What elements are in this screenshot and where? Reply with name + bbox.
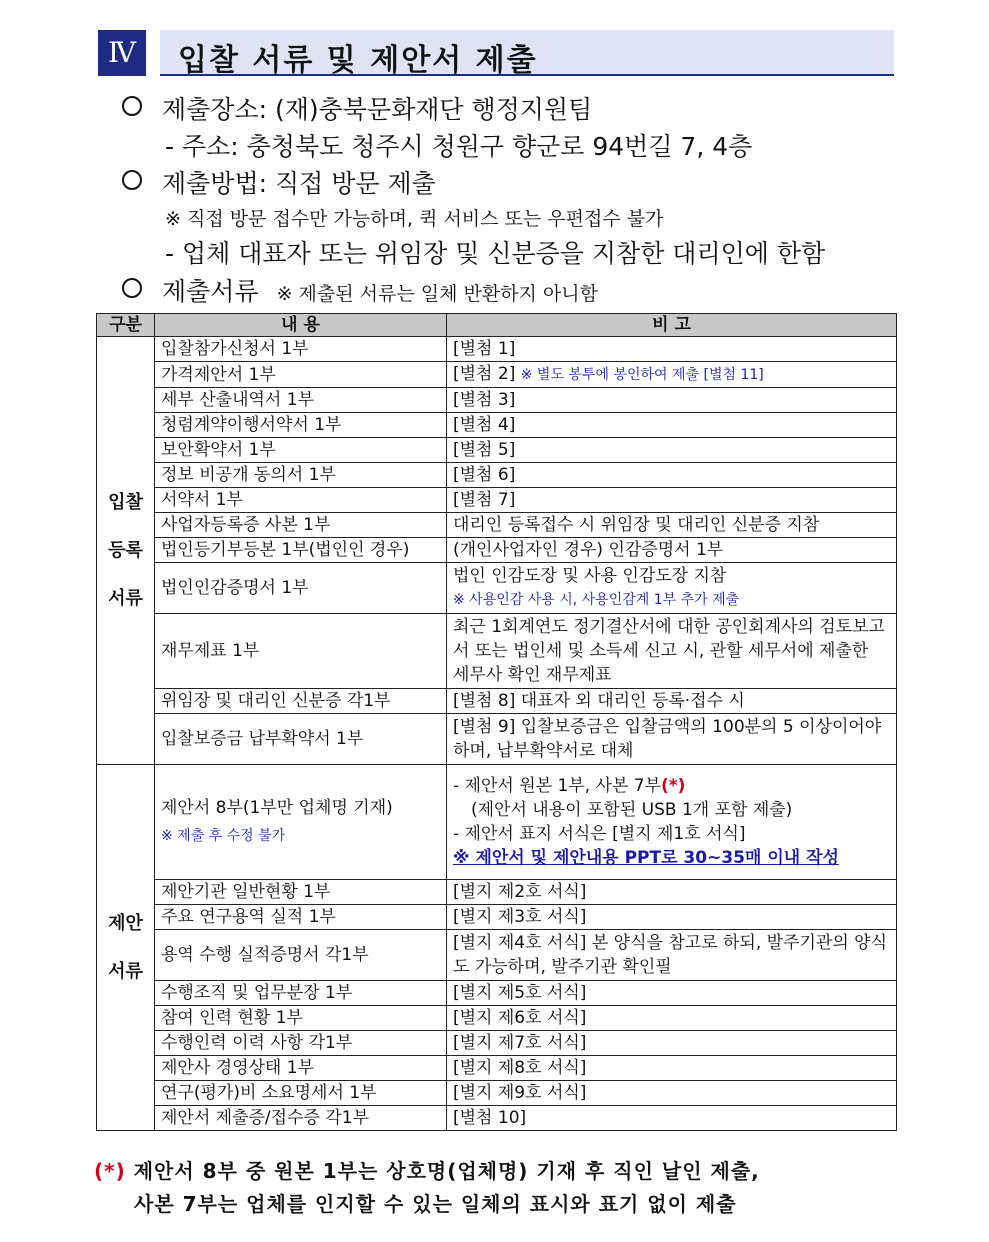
footnote-line-1 — [94, 1155, 760, 1184]
table-row — [97, 538, 897, 563]
note-cell: [별지 제8호 서식] — [447, 1056, 897, 1081]
method-sub: - 업체 대표자 또는 위임장 및 신분증을 지참한 대리인에 한함 — [165, 239, 826, 268]
item-cell: 정보 비공개 동의서 1부 — [155, 463, 447, 488]
note-cell: [별지 제7호 서식] — [447, 1031, 897, 1056]
note-cell — [447, 563, 897, 614]
footnote-text: 제안서 8부 중 원본 1부는 상호명(업체명) 기재 후 직인 날인 제출, — [133, 1159, 760, 1183]
table-row — [97, 337, 897, 362]
footnote-line-2: 사본 7부는 업체를 인지할 수 있는 일체의 표시와 표기 없이 제출 — [134, 1192, 737, 1216]
table-row — [97, 563, 897, 614]
note-sub: ※ 사용인감 사용 시, 사용인감계 1부 추가 제출 — [453, 592, 740, 608]
note-cell: [별지 제2호 서식] — [447, 880, 897, 905]
note-sub: ※ 별도 봉투에 봉인하여 제출 [별첨 11] — [520, 367, 764, 383]
docs-line — [122, 272, 598, 308]
note-cell: [별지 제5호 서식] — [447, 981, 897, 1006]
item-cell: 재무제표 1부 — [155, 614, 447, 689]
method-line — [122, 164, 436, 200]
category-bid-line: 입찰 — [108, 491, 143, 513]
asterisk-mark: (*) — [94, 1159, 126, 1183]
table-row — [97, 981, 897, 1006]
note-cell: [별첨 5] — [447, 438, 897, 463]
item-cell: 법인등기부등본 1부(법인인 경우) — [155, 538, 447, 563]
note-cell: [별지 제6호 서식] — [447, 1006, 897, 1031]
section-title: 입찰 서류 및 제안서 제출 — [178, 43, 538, 78]
section-title-bar — [160, 30, 894, 76]
table-row — [97, 905, 897, 930]
item-cell: 서약서 1부 — [155, 488, 447, 513]
docs-note: ※ 제출된 서류는 일체 반환하지 아니함 — [276, 283, 598, 305]
table-row — [97, 488, 897, 513]
item-cell: 세부 산출내역서 1부 — [155, 388, 447, 413]
note-cell: [별첨 4] — [447, 413, 897, 438]
documents-table — [96, 313, 897, 1131]
table-row — [97, 614, 897, 689]
note-line: ※ 제안서 및 제안내용 PPT로 30~35매 이내 작성 — [453, 848, 839, 868]
note-cell: [별지 제4호 서식] 본 양식을 참고로 하되, 발주기관의 양식도 가능하며, 발주기관 확인필 — [447, 930, 897, 981]
method-note: ※ 직접 방문 접수만 가능하며, 퀵 서비스 또는 우편접수 불가 — [165, 208, 664, 230]
item-cell: 수행인력 이력 사항 각1부 — [155, 1031, 447, 1056]
table-header-row — [97, 314, 897, 337]
category-bid — [97, 337, 155, 765]
header-content: 내 용 — [155, 314, 447, 337]
circle-bullet-icon — [122, 170, 142, 190]
asterisk-mark: (*) — [661, 776, 686, 796]
item-cell — [155, 765, 447, 880]
note-cell: 대리인 등록접수 시 위임장 및 대리인 신분증 지참 — [447, 513, 897, 538]
table-row — [97, 689, 897, 714]
item-cell: 사업자등록증 사본 1부 — [155, 513, 447, 538]
note-cell: [별지 제9호 서식] — [447, 1081, 897, 1106]
note-cell: [별지 제3호 서식] — [447, 905, 897, 930]
note-cell: [별첨 8] 대표자 외 대리인 등록·접수 시 — [447, 689, 897, 714]
item-cell: 청렴계약이행서약서 1부 — [155, 413, 447, 438]
category-bid-line: 등록 — [108, 539, 143, 561]
table-row — [97, 438, 897, 463]
note-line: (제안서 내용이 포함된 USB 1개 포함 제출) — [471, 800, 793, 820]
note-cell: [별첨 3] — [447, 388, 897, 413]
note-line — [453, 774, 890, 798]
item-cell: 법인인감증명서 1부 — [155, 563, 447, 614]
table-row — [97, 880, 897, 905]
item-cell: 입찰보증금 납부확약서 1부 — [155, 714, 447, 765]
item-text: 제안서 8부(1부만 업체명 기재) — [161, 798, 393, 818]
category-proposal-line: 제안 — [108, 912, 143, 934]
note-cell: [별첨 1] — [447, 337, 897, 362]
item-cell: 제안사 경영상태 1부 — [155, 1056, 447, 1081]
place-line — [122, 90, 592, 126]
table-row — [97, 930, 897, 981]
item-cell: 가격제안서 1부 — [155, 362, 447, 388]
category-bid-line: 서류 — [108, 587, 143, 609]
item-cell: 참여 인력 현황 1부 — [155, 1006, 447, 1031]
note-cell: (개인사업자인 경우) 인감증명서 1부 — [447, 538, 897, 563]
item-cell: 연구(평가)비 소요명세서 1부 — [155, 1081, 447, 1106]
item-cell: 보안확약서 1부 — [155, 438, 447, 463]
item-cell: 용역 수행 실적증명서 각1부 — [155, 930, 447, 981]
item-cell: 제안서 제출증/접수증 각1부 — [155, 1106, 447, 1131]
table-row — [97, 714, 897, 765]
item-cell: 수행조직 및 업무분장 1부 — [155, 981, 447, 1006]
item-cell: 입찰참가신청서 1부 — [155, 337, 447, 362]
note-cell — [447, 765, 897, 880]
table-row — [97, 1031, 897, 1056]
category-proposal-line: 서류 — [108, 960, 143, 982]
note-cell: [별첨 6] — [447, 463, 897, 488]
note-text: - 제안서 원본 1부, 사본 7부 — [453, 776, 661, 796]
table-row — [97, 765, 897, 880]
note-cell: [별첨 9] 입찰보증금은 입찰금액의 100분의 5 이상이어야 하며, 납부확약서로 대체 — [447, 714, 897, 765]
table-row — [97, 362, 897, 388]
note-cell: [별첨 7] — [447, 488, 897, 513]
table-row — [97, 413, 897, 438]
item-sub: ※ 제출 후 수정 불가 — [161, 828, 286, 844]
docs-text: 제출서류 — [162, 277, 259, 306]
table-row — [97, 1081, 897, 1106]
item-cell: 위임장 및 대리인 신분증 각1부 — [155, 689, 447, 714]
header-remarks: 비 고 — [447, 314, 897, 337]
section-number: Ⅳ — [98, 30, 146, 76]
note-cell: 최근 1회계연도 정기결산서에 대한 공인회계사의 검토보고서 또는 법인세 및 소득세 신고 시, 관할 세무서에 제출한 세무사 확인 재무제표 — [447, 614, 897, 689]
item-cell: 제안기관 일반현황 1부 — [155, 880, 447, 905]
note-text: 법인 인감도장 및 사용 인감도장 지참 — [453, 566, 727, 586]
circle-bullet-icon — [122, 278, 142, 298]
note-text: [별첨 2] — [453, 364, 516, 384]
category-proposal — [97, 765, 155, 1131]
note-line: - 제안서 표지 서식은 [별지 제1호 서식] — [453, 824, 746, 844]
note-cell — [447, 362, 897, 388]
place-text: 제출장소: (재)충북문화재단 행정지원팀 — [162, 95, 593, 124]
header-category: 구분 — [97, 314, 155, 337]
table-row — [97, 1006, 897, 1031]
address-line: - 주소: 충청북도 청주시 청원구 향군로 94번길 7, 4층 — [165, 132, 753, 161]
circle-bullet-icon — [122, 96, 142, 116]
table-row — [97, 388, 897, 413]
table-row — [97, 1056, 897, 1081]
table-row — [97, 463, 897, 488]
method-text: 제출방법: 직접 방문 제출 — [162, 169, 436, 198]
note-cell: [별첨 10] — [447, 1106, 897, 1131]
item-cell: 주요 연구용역 실적 1부 — [155, 905, 447, 930]
table-row — [97, 513, 897, 538]
table-row — [97, 1106, 897, 1131]
